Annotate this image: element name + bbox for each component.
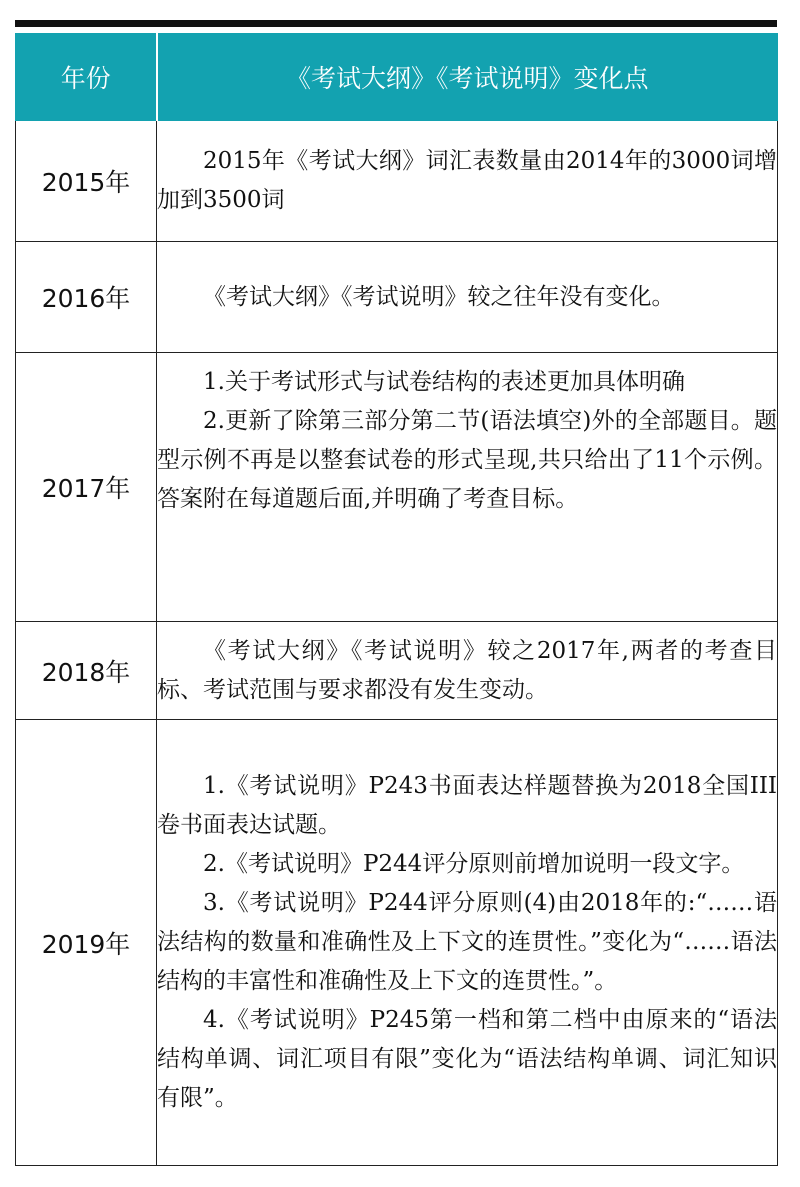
table-row-2015 (16, 121, 778, 242)
paragraph: 2015年《考试大纲》词汇表数量由2014年的3000词增加到3500词 (157, 148, 777, 213)
paragraph: 1.《考试说明》P243书面表达样题替换为2018全国III卷书面表达试题。 (157, 773, 777, 838)
year-cell-2015: 2015年 (16, 121, 157, 242)
header-row (16, 34, 778, 121)
paragraph: 1.关于考试形式与试卷结构的表述更加具体明确 (203, 369, 685, 395)
paragraph: 《考试大纲》《考试说明》较之往年没有变化。 (203, 283, 675, 310)
header-year: 年份 (16, 34, 157, 121)
paragraph: 《考试大纲》《考试说明》较之2017年,两者的考查目标、考试范围与要求都没有发生变动。 (157, 637, 777, 703)
year-cell-2016: 2016年 (16, 242, 157, 353)
top-rule (15, 20, 777, 27)
paragraph: 4.《考试说明》P245第一档和第二档中由原来的“语法结构单调、词汇项目有限”变化为“语法结构单调、词汇知识有限”。 (157, 1007, 777, 1111)
table-row-2016 (16, 242, 778, 353)
paragraph: 2.更新了除第三部分第二节(语法填空)外的全部题目。题型示例不再是以整套试卷的形式呈现,共只给出了11个示例。答案附在每道题后面,并明确了考查目标。 (157, 408, 777, 512)
year-cell-2019: 2019年 (16, 720, 157, 1166)
text-cell-2015 (157, 121, 778, 242)
text-cell-2019 (157, 720, 778, 1166)
text-cell-2016 (157, 242, 778, 353)
table-row-2017 (16, 353, 778, 622)
table-row-2019 (16, 720, 778, 1166)
text-cell-2018 (157, 622, 778, 720)
header-changes: 《考试大纲》《考试说明》变化点 (157, 34, 778, 121)
text-cell-2017 (157, 353, 778, 622)
table-row-2018 (16, 622, 778, 720)
paragraph: 3.《考试说明》P244评分原则(4)由2018年的:“……语法结构的数量和准确性及上下文的连贯性。”变化为“……语法结构的丰富性和准确性及上下文的连贯性。”。 (157, 890, 777, 994)
changes-table (15, 33, 778, 1166)
year-cell-2018: 2018年 (16, 622, 157, 720)
paragraph: 2.《考试说明》P244评分原则前增加说明一段文字。 (203, 851, 745, 877)
year-cell-2017: 2017年 (16, 353, 157, 622)
